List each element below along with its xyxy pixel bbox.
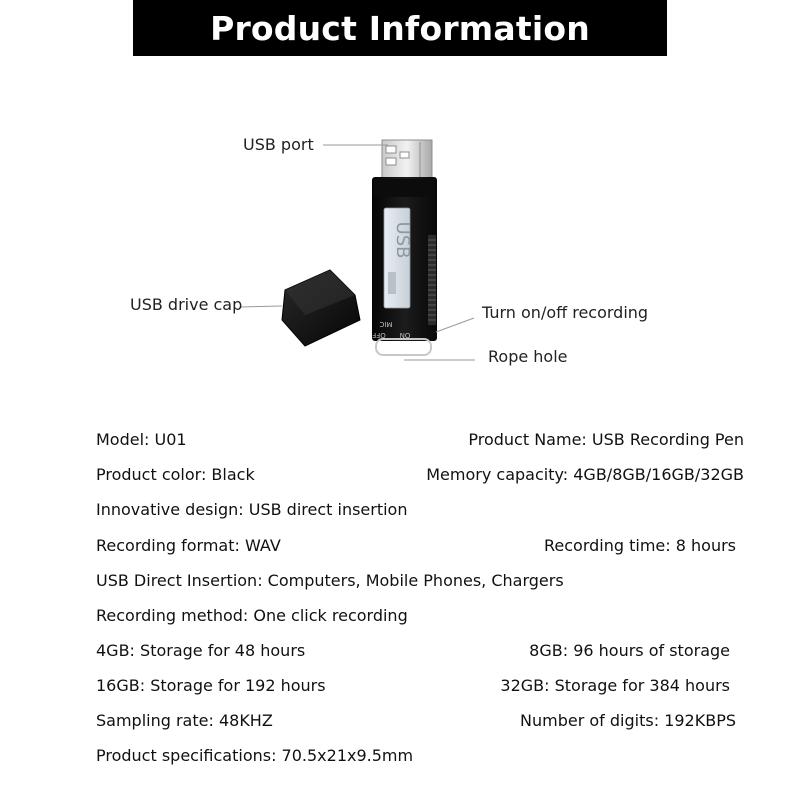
spec-row-16gb-32gb (96, 676, 744, 700)
spec-number-of-digits: Number of digits: 192KBPS (520, 711, 736, 730)
device-body (372, 177, 437, 355)
spec-storage-32gb: 32GB: Storage for 384 hours (500, 676, 730, 695)
spec-product-specifications: Product specifications: 70.5x21x9.5mm (96, 746, 414, 765)
spec-sampling-rate: Sampling rate: 48KHZ (96, 711, 273, 730)
spec-row-design (96, 500, 744, 524)
callout-rope-hole: Rope hole (488, 347, 568, 366)
spec-innovative-design: Innovative design: USB direct insertion (96, 500, 408, 519)
spec-storage-8gb: 8GB: 96 hours of storage (529, 641, 730, 660)
spec-recording-format: Recording format: WAV (96, 536, 281, 555)
spec-row-color (96, 465, 744, 489)
page-title: Product Information (210, 8, 590, 48)
spec-model: Model: U01 (96, 430, 187, 449)
device-mic-label: MIC (379, 320, 393, 328)
spec-row-specifications (96, 746, 744, 770)
device-on-label: ON (399, 331, 411, 339)
spec-usb-direct-insertion: USB Direct Insertion: Computers, Mobile Phones, Chargers (96, 571, 564, 590)
spec-product-color: Product color: Black (96, 465, 255, 484)
spec-row-recording-format (96, 536, 744, 560)
callout-lines (241, 145, 475, 360)
device-off-label: OFF (372, 331, 386, 339)
spec-recording-time: Recording time: 8 hours (544, 536, 736, 555)
spec-recording-method: Recording method: One click recording (96, 606, 408, 625)
spec-product-name: Product Name: USB Recording Pen (468, 430, 744, 449)
spec-row-model (96, 430, 744, 454)
usb-drive-cap (282, 270, 360, 346)
usb-connector (382, 140, 432, 182)
spec-row-sampling (96, 711, 744, 735)
callout-turn-on-off-recording: Turn on/off recording (482, 303, 649, 322)
callout-usb-drive-cap: USB drive cap (130, 295, 243, 314)
spec-storage-4gb: 4GB: Storage for 48 hours (96, 641, 306, 660)
spec-storage-16gb: 16GB: Storage for 192 hours (96, 676, 326, 695)
device-screen-label: USB (392, 221, 413, 259)
spec-memory-capacity: Memory capacity: 4GB/8GB/16GB/32GB (426, 465, 744, 484)
spec-row-usb-direct-insertion (96, 571, 744, 595)
spec-row-recording-method (96, 606, 744, 630)
spec-row-4gb-8gb (96, 641, 744, 665)
callout-usb-port: USB port (243, 135, 314, 154)
